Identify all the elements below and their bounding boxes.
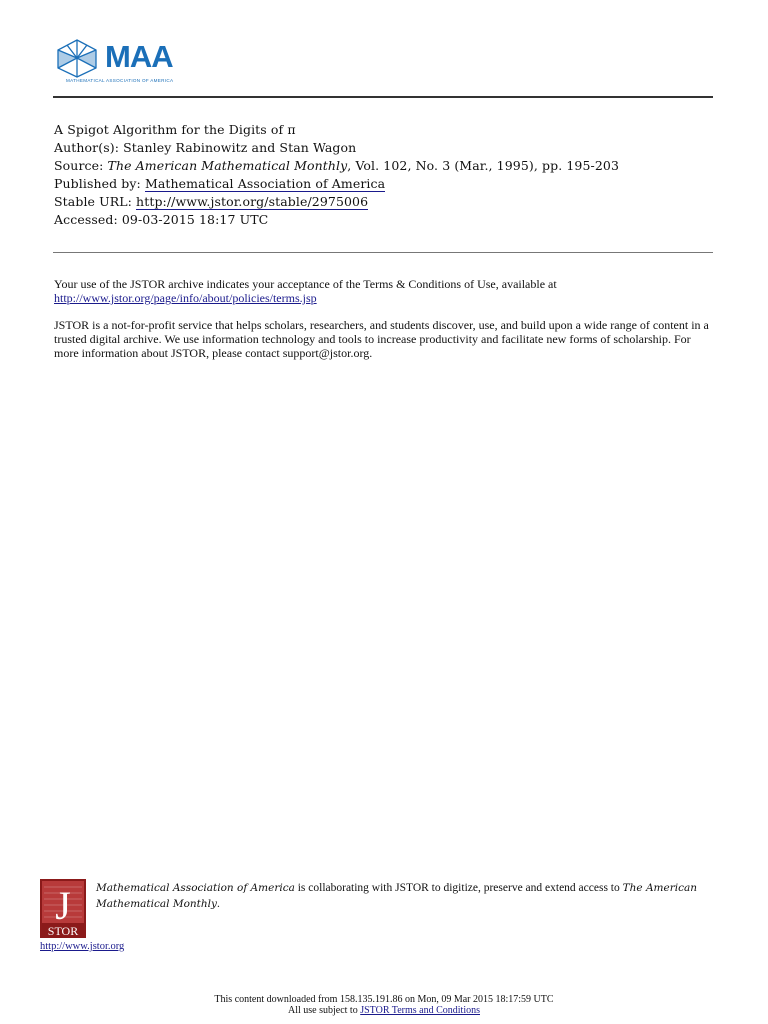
- jstor-logo-text: STOR: [47, 924, 79, 938]
- stable-url-link[interactable]: http://www.jstor.org/stable/2975006: [136, 194, 369, 209]
- jstor-seal-icon: [40, 879, 86, 938]
- jstor-logo-letter: J: [55, 883, 71, 928]
- source-details: , Vol. 102, No. 3 (Mar., 1995), pp. 195-203: [347, 158, 619, 173]
- terms-notice-prefix: All use subject to: [288, 1005, 361, 1016]
- collab-text: is collaborating with JSTOR to digitize, preserve and extend access to: [294, 882, 623, 894]
- collab-journal: The American Mathematical Monthly: [96, 882, 697, 910]
- terms-text: Your use of the JSTOR archive indicates your acceptance of the Terms & Conditions of Use, available at: [54, 277, 557, 291]
- accessed-label: Accessed:: [54, 212, 118, 227]
- collab-org: Mathematical Association of America: [96, 882, 295, 894]
- collab-end: .: [216, 898, 220, 910]
- top-divider: [53, 96, 713, 98]
- source-label: Source:: [54, 158, 104, 173]
- publisher-link[interactable]: Mathematical Association of America: [144, 176, 386, 191]
- jstor-terms-link[interactable]: JSTOR Terms and Conditions: [360, 1005, 480, 1016]
- source-line: [54, 157, 714, 175]
- terms-paragraph: [54, 277, 716, 305]
- authors-label: Author(s):: [54, 140, 120, 155]
- accessed-value: 09-03-2015 18:17 UTC: [121, 212, 269, 227]
- publisher-label: Published by:: [54, 176, 141, 191]
- authors-value: Stanley Rabinowitz and Stan Wagon: [123, 140, 357, 155]
- terms-link[interactable]: http://www.jstor.org/page/info/about/policies/terms.jsp: [54, 291, 317, 305]
- middle-divider: [53, 252, 713, 253]
- terms-notice: [0, 1005, 768, 1017]
- jstor-logo[interactable]: [40, 879, 86, 938]
- authors-line: [54, 139, 714, 157]
- polyhedron-icon: [52, 38, 102, 78]
- accessed-line: [54, 211, 714, 229]
- maa-logo: [52, 38, 182, 88]
- jstor-home-link[interactable]: http://www.jstor.org: [40, 941, 125, 952]
- logo-wordmark: MAA: [105, 39, 173, 74]
- stable-url-label: Stable URL:: [54, 194, 132, 209]
- logo-subtitle: MATHEMATICAL ASSOCIATION OF AMERICA: [66, 78, 174, 83]
- about-paragraph: JSTOR is a not-for-profit service that helps scholars, researchers, and students discover, use, and build upon a wide range of content in a trusted digital archive. We use information technology and tools to increase productivity and facilitate new forms of scholarship. For more information about JSTOR, please contact support@jstor.org.: [54, 318, 709, 360]
- collaboration-statement: [96, 880, 716, 912]
- download-notice: This content downloaded from 158.135.191.86 on Mon, 09 Mar 2015 18:17:59 UTC: [214, 994, 554, 1005]
- stable-url-line: [54, 193, 714, 211]
- citation-block: [54, 121, 714, 229]
- source-journal: The American Mathematical Monthly: [107, 158, 348, 173]
- publisher-line: [54, 175, 714, 193]
- article-title: A Spigot Algorithm for the Digits of π: [54, 122, 296, 137]
